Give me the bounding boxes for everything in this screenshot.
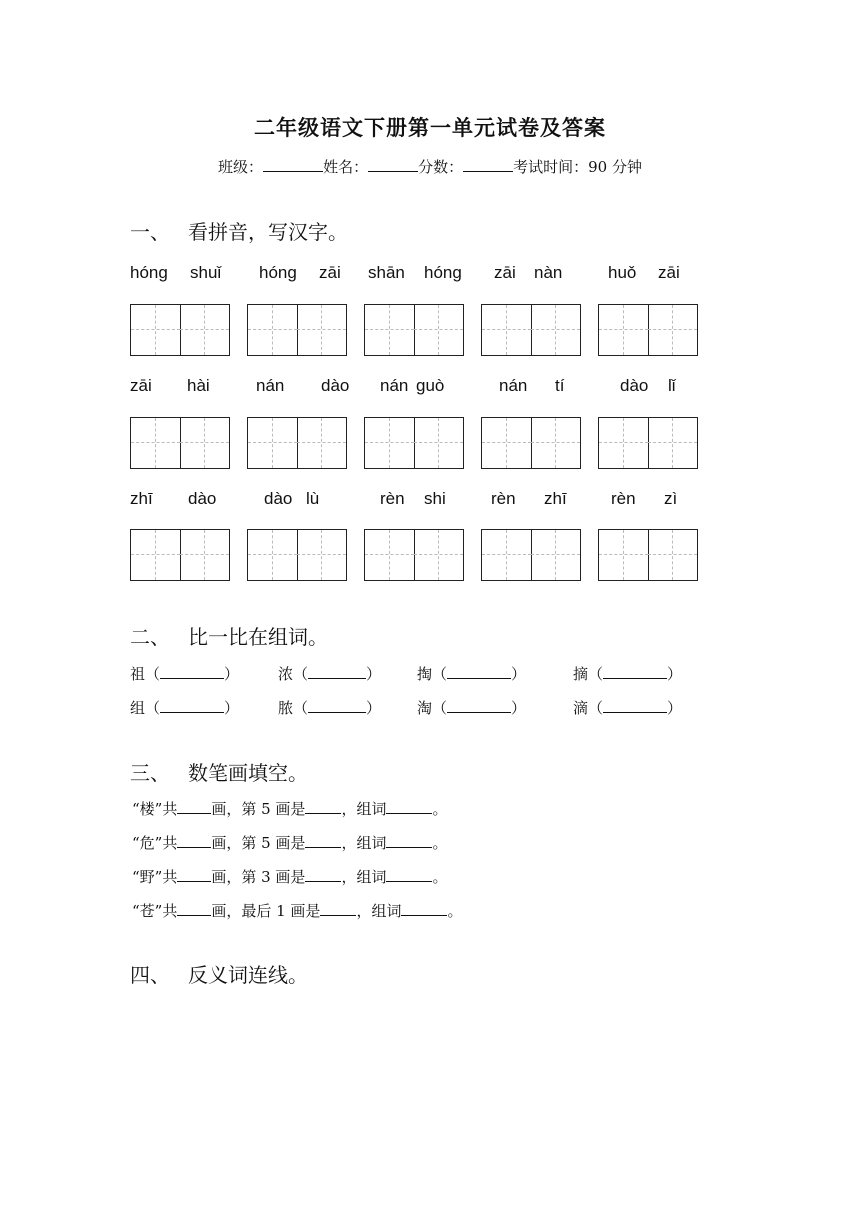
answer-blank[interactable] <box>160 665 224 679</box>
tianzige-box[interactable] <box>130 304 230 356</box>
answer-blank[interactable] <box>320 902 356 916</box>
time-label: 考试时间：90 分钟 <box>513 158 642 176</box>
pinyin: hài <box>187 376 210 395</box>
zuci-item: 祖（ ） <box>130 665 240 683</box>
pinyin: dào <box>264 489 293 508</box>
section-title: 看拼音，写汉字。 <box>188 220 348 244</box>
answer-blank[interactable] <box>177 800 211 814</box>
section-title: 反义词连线。 <box>188 963 308 987</box>
pinyin: shān <box>368 263 405 282</box>
pinyin: zāi <box>130 376 152 395</box>
answer-blank[interactable] <box>177 868 211 882</box>
answer-blank[interactable] <box>386 868 432 882</box>
section-number: 二、 <box>130 625 170 649</box>
answer-blank[interactable] <box>305 834 341 848</box>
zuci-item: 摘（ ） <box>573 665 683 683</box>
pinyin: zāi <box>494 263 516 282</box>
section-number: 一、 <box>130 220 170 244</box>
student-info-line <box>0 156 860 177</box>
answer-blank[interactable] <box>308 665 366 679</box>
class-blank[interactable] <box>263 157 323 172</box>
pinyin: zhī <box>544 489 567 508</box>
tianzige-box[interactable] <box>130 529 230 581</box>
section-1-heading <box>130 216 348 245</box>
pinyin: tí <box>555 376 565 395</box>
tianzige-box[interactable] <box>130 417 230 469</box>
tianzige-row-1 <box>130 304 710 356</box>
pinyin: guò <box>416 376 445 395</box>
tianzige-box[interactable] <box>247 304 347 356</box>
name-label: 姓名： <box>323 158 369 176</box>
section-title: 数笔画填空。 <box>188 761 308 785</box>
page-title: 二年级语文下册第一单元试卷及答案 <box>254 115 606 140</box>
stroke-line: “楼”共 画，第 5 画是 ，组词 。 <box>132 800 448 818</box>
zuci-row-2 <box>130 697 730 717</box>
tianzige-box[interactable] <box>598 417 698 469</box>
zuci-item: 组（ ） <box>130 699 240 717</box>
pinyin: nán <box>256 376 285 395</box>
answer-blank[interactable] <box>308 699 366 713</box>
pinyin: dào <box>321 376 350 395</box>
answer-blank[interactable] <box>603 699 667 713</box>
answer-blank[interactable] <box>603 665 667 679</box>
tianzige-box[interactable] <box>364 529 464 581</box>
section-4-heading <box>130 959 308 988</box>
zuci-item: 掏（ ） <box>417 665 527 683</box>
section-number: 四、 <box>130 963 170 987</box>
tianzige-box[interactable] <box>247 417 347 469</box>
zuci-item: 淘（ ） <box>417 699 527 717</box>
stroke-line: “苍”共 画，最后 1 画是 ，组词 。 <box>132 902 463 920</box>
pinyin: huǒ <box>608 263 637 282</box>
tianzige-box[interactable] <box>481 529 581 581</box>
pinyin: dào <box>620 376 649 395</box>
pinyin: zāi <box>319 263 341 282</box>
pinyin: rèn <box>611 489 636 508</box>
pinyin: hóng <box>424 263 462 282</box>
answer-blank[interactable] <box>177 834 211 848</box>
answer-blank[interactable] <box>386 800 432 814</box>
answer-blank[interactable] <box>305 868 341 882</box>
score-blank[interactable] <box>463 157 513 172</box>
pinyin-row-1 <box>130 263 710 287</box>
tianzige-row-3 <box>130 529 710 581</box>
pinyin: shi <box>424 489 446 508</box>
zuci-item: 脓（ ） <box>278 699 382 717</box>
pinyin: lù <box>306 489 320 508</box>
answer-blank[interactable] <box>386 834 432 848</box>
answer-blank[interactable] <box>160 699 224 713</box>
answer-blank[interactable] <box>305 800 341 814</box>
section-title: 比一比在组词。 <box>188 625 328 649</box>
tianzige-row-2 <box>130 417 710 469</box>
pinyin: hóng <box>130 263 168 282</box>
pinyin: zì <box>664 489 678 508</box>
pinyin-row-3 <box>130 489 710 513</box>
tianzige-box[interactable] <box>481 304 581 356</box>
zuci-item: 浓（ ） <box>278 665 382 683</box>
answer-blank[interactable] <box>447 699 511 713</box>
section-number: 三、 <box>130 761 170 785</box>
pinyin: rèn <box>491 489 516 508</box>
pinyin: rèn <box>380 489 405 508</box>
stroke-line: “危”共 画，第 5 画是 ，组词 。 <box>132 834 448 852</box>
pinyin: lǐ <box>668 376 676 395</box>
class-label: 班级： <box>218 158 264 176</box>
tianzige-box[interactable] <box>598 529 698 581</box>
pinyin-row-2 <box>130 376 710 400</box>
stroke-line: “野”共 画，第 3 画是 ，组词 。 <box>132 868 448 886</box>
pinyin: zāi <box>658 263 680 282</box>
pinyin: zhī <box>130 489 153 508</box>
answer-blank[interactable] <box>401 902 447 916</box>
zuci-item: 滴（ ） <box>573 699 683 717</box>
pinyin: hóng <box>259 263 297 282</box>
tianzige-box[interactable] <box>364 304 464 356</box>
pinyin: shuǐ <box>190 263 222 282</box>
section-2-heading <box>130 621 328 650</box>
tianzige-box[interactable] <box>364 417 464 469</box>
section-3-heading <box>130 757 308 786</box>
pinyin: nàn <box>534 263 563 282</box>
tianzige-box[interactable] <box>481 417 581 469</box>
pinyin: nán <box>499 376 528 395</box>
pinyin: dào <box>188 489 217 508</box>
zuci-row-1 <box>130 663 730 683</box>
answer-blank[interactable] <box>177 902 211 916</box>
score-label: 分数： <box>418 158 464 176</box>
tianzige-box[interactable] <box>598 304 698 356</box>
name-blank[interactable] <box>368 157 418 172</box>
pinyin: nán <box>380 376 409 395</box>
answer-blank[interactable] <box>447 665 511 679</box>
tianzige-box[interactable] <box>247 529 347 581</box>
